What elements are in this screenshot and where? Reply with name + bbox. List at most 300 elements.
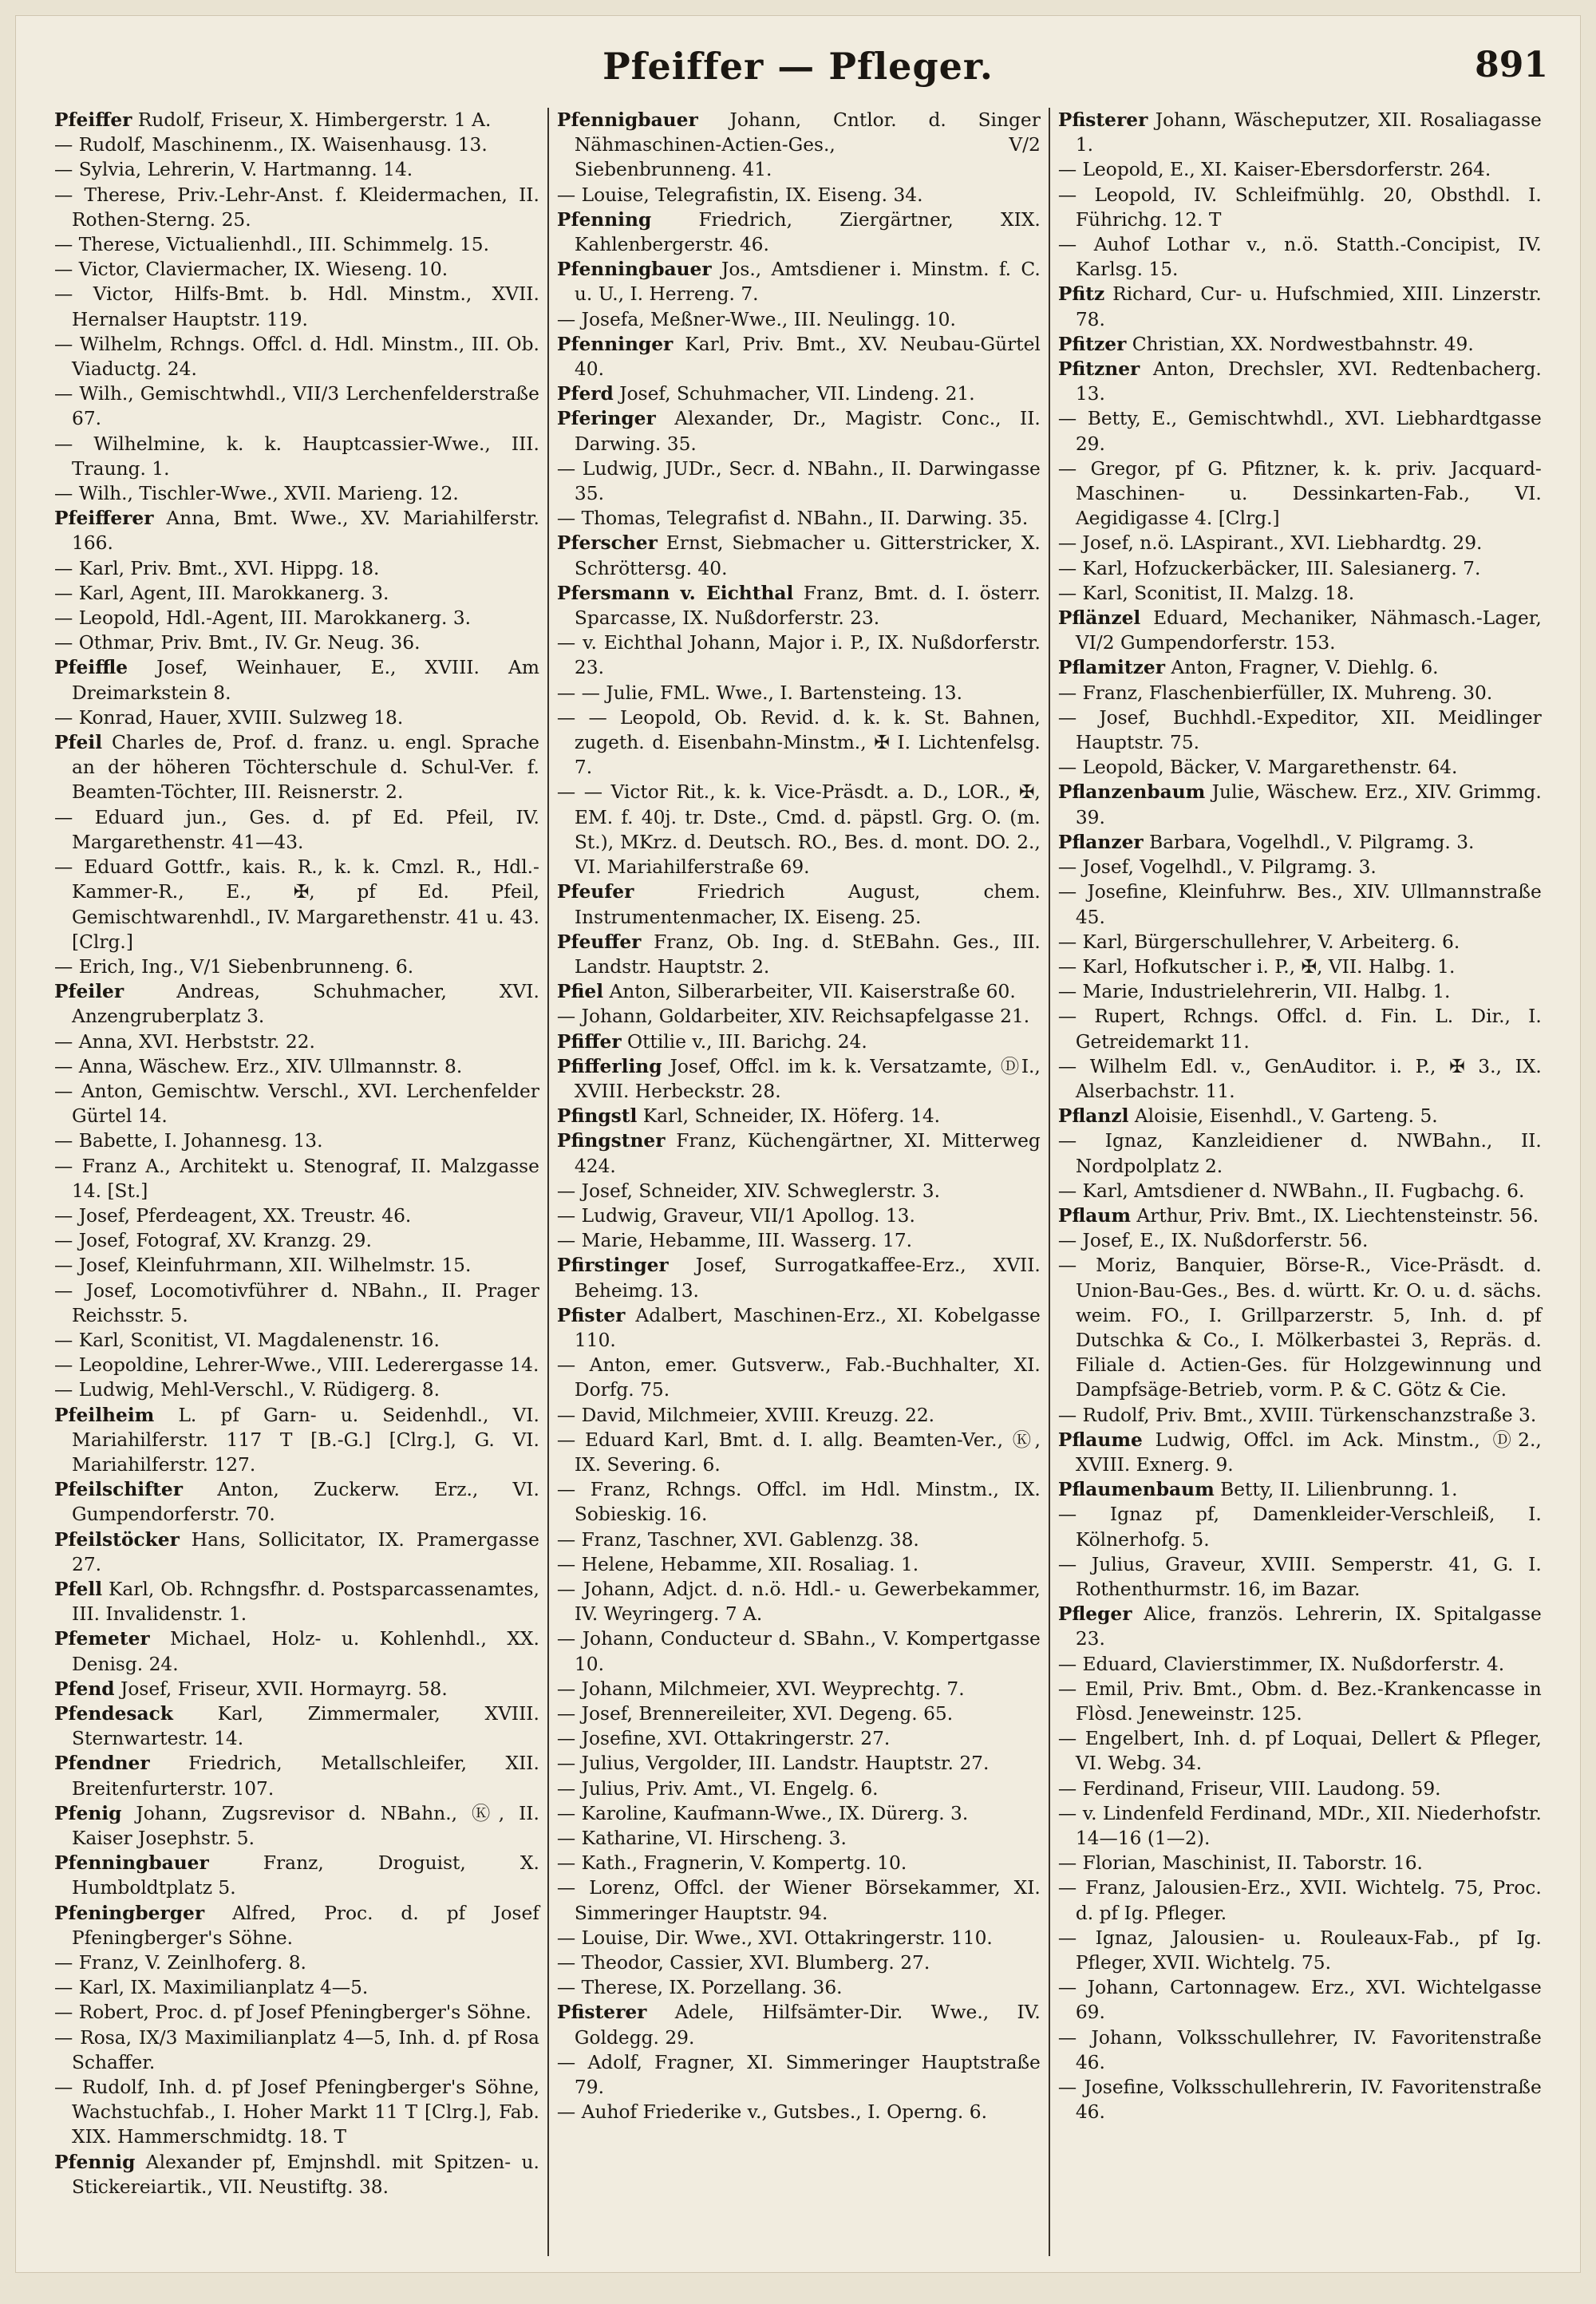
directory-entry	[54, 157, 539, 182]
directory-entry	[1058, 232, 1542, 282]
directory-entry	[54, 606, 539, 630]
directory-entry	[557, 332, 1041, 381]
directory-entry	[557, 381, 1041, 406]
directory-entry	[1058, 1179, 1542, 1203]
entry-text: Josef, Surrogatkaffee-Erz., XVII. Beheimg. 13.	[574, 1255, 1041, 1302]
directory-entry	[557, 930, 1041, 979]
directory-entry	[54, 1328, 539, 1353]
entry-text: — Johann, Milchmeier, XVI. Weyprechtg. 7.	[556, 1678, 965, 1700]
entry-text: — Louise, Dir. Wwe., XVI. Ottakringerstr. 110.	[556, 1927, 993, 1949]
entry-surname: Pfisterer	[556, 2002, 647, 2024]
entry-text: Anton, Zuckerw. Erz., VI. Gumpendorferstr. 70.	[72, 1479, 539, 1526]
entry-surname: Pfitz	[1057, 283, 1105, 306]
entry-surname: Pferscher	[556, 532, 658, 555]
entry-text: — Josef, Vogelhdl., V. Pilgramg. 3.	[1057, 856, 1377, 879]
directory-entry	[1058, 979, 1542, 1004]
directory-entry	[1058, 655, 1542, 680]
directory-entry	[557, 1577, 1041, 1626]
directory-entry	[54, 1253, 539, 1278]
directory-entry	[557, 1851, 1041, 1875]
entry-text: — Rudolf, Maschinenm., IX. Waisenhausg. 13.	[54, 134, 488, 156]
entry-text: — Josefa, Meßner-Wwe., III. Neulingg. 10.	[556, 308, 956, 330]
entry-text: — Franz, Rchngs. Offcl. im Hdl. Minstm., IX. Sobieskig. 16.	[556, 1479, 1041, 1526]
entry-text: — Konrad, Hauer, XVIII. Sulzweg 18.	[54, 706, 404, 729]
directory-entry	[557, 1552, 1041, 1577]
entry-text: Friedrich, Ziergärtner, XIX. Kahlenbergerstr. 46.	[574, 208, 1041, 256]
directory-entry	[557, 2050, 1041, 2100]
entry-text: Franz, Droguist, X. Humboldtplatz 5.	[72, 1852, 539, 1899]
entry-text: — Josef, Pferdeagent, XX. Treustr. 46.	[54, 1204, 412, 1227]
entry-text: — Louise, Telegrafistin, IX. Eiseng. 34.	[556, 184, 923, 206]
directory-entry	[54, 1975, 539, 2000]
entry-text: — — Leopold, Ob. Revid. d. k. k. St. Bahnen, zugeth. d. Eisenbahn-Minstm., ✠ I. Lichtenfelsg. 7.	[556, 706, 1041, 779]
entry-text: — Josefine, XVI. Ottakringerstr. 27.	[556, 1728, 891, 1750]
entry-surname: Pfeilheim	[54, 1404, 155, 1426]
entry-surname: Pfend	[54, 1678, 115, 1700]
entry-text: — Ignaz, Kanzleidiener d. NWBahn., II. Nordpolplatz 2.	[1057, 1130, 1542, 1177]
entry-text: — Auhof Friederike v., Gutsbes., I. Operng. 6.	[556, 2101, 987, 2124]
directory-entry	[1058, 1975, 1542, 2025]
column-2	[547, 108, 1049, 2256]
directory-entry	[557, 705, 1041, 781]
entry-text: — Franz, Jalousien-Erz., XVII. Wichtelg. 75, Proc. d. pf Ig. Pfleger.	[1057, 1877, 1542, 1924]
entry-text: Richard, Cur- u. Hufschmied, XIII. Linzerstr. 78.	[1075, 283, 1542, 330]
directory-entry	[54, 855, 539, 954]
entry-text: — Josefine, Volksschullehrerin, IV. Favoritenstraße 46.	[1057, 2077, 1542, 2124]
entry-text: Jos., Amtsdiener i. Minstm. f. C. u. U., I. Herreng. 7.	[574, 259, 1041, 306]
directory-entry	[1058, 556, 1542, 581]
entry-text: Friedrich, Metallschleifer, XII. Breitenfurterstr. 107.	[72, 1753, 539, 1800]
entry-text: Arthur, Priv. Bmt., IX. Liechtensteinstr. 56.	[1130, 1204, 1539, 1227]
directory-entry	[1058, 1004, 1542, 1053]
entry-text: — Rosa, IX/3 Maximilianplatz 4—5, Inh. d. pf Rosa Schaffer.	[54, 2026, 539, 2073]
entry-text: — Engelbert, Inh. d. pf Loquai, Dellert & Pfleger, VI. Webg. 34.	[1057, 1728, 1542, 1775]
entry-text: — Josef, E., IX. Nußdorferstr. 56.	[1057, 1230, 1369, 1252]
entry-surname: Pfeil	[54, 732, 103, 754]
entry-text: — Johann, Conducteur d. SBahn., V. Kompertgasse 10.	[556, 1628, 1041, 1675]
column-1	[46, 108, 547, 2256]
directory-entry	[557, 2000, 1041, 2049]
directory-entry	[1058, 183, 1542, 232]
directory-entry	[1058, 1851, 1542, 1875]
entry-text: — Rudolf, Priv. Bmt., XVIII. Türkenschanzstraße 3.	[1057, 1404, 1537, 1426]
entry-text: Eduard, Mechaniker, Nähmasch.-Lager, VI/2 Gumpendorferstr. 153.	[1075, 607, 1542, 654]
entry-text: — Josef, Brennereileiter, XVI. Degeng. 65.	[556, 1703, 954, 1725]
entry-text: — Karl, Priv. Bmt., XVI. Hippg. 18.	[54, 557, 380, 579]
directory-entry	[1058, 755, 1542, 780]
entry-text: — Julius, Priv. Amt., VI. Engelg. 6.	[556, 1777, 879, 1800]
directory-entry	[557, 1428, 1041, 1477]
directory-entry	[557, 207, 1041, 257]
page-title: Pfeiffer — Pfleger.	[602, 45, 994, 88]
directory-entry	[1058, 1253, 1542, 1402]
directory-entry	[557, 1826, 1041, 1851]
directory-entry	[54, 805, 539, 855]
entry-surname: Pfeningberger	[54, 1902, 205, 1924]
entry-text: — v. Eichthal Johann, Major i. P., IX. Nußdorferstr. 23.	[556, 632, 1041, 679]
directory-entry	[557, 1004, 1041, 1029]
directory-entry	[54, 1054, 539, 1079]
entry-text: — Karl, Amtsdiener d. NWBahn., II. Fugbachg. 6.	[1057, 1180, 1525, 1202]
directory-entry	[54, 1477, 539, 1527]
entry-text: Franz, Bmt. d. I. österr. Sparcasse, IX. Nußdorferstr. 23.	[574, 582, 1041, 630]
entry-text: — — Victor Rit., k. k. Vice-Präsdt. a. D., LOR., ✠, EM. f. 40j. tr. Dste., Cmd. d. päpstl. Grg. O. (m. St.), MKrz. d. Deutsch. RO., Bes. d. mont. DO. 2., VI. Mariahilferstraße 69.	[556, 781, 1041, 879]
directory-entry	[54, 1154, 539, 1203]
directory-entry	[1058, 2025, 1542, 2075]
entry-text: — Josefine, Kleinfuhrw. Bes., XIV. Ullmannstraße 45.	[1057, 881, 1542, 928]
entry-text: Alice, französ. Lehrerin, IX. Spitalgasse 23.	[1075, 1603, 1542, 1650]
directory-entry	[1058, 1502, 1542, 1551]
directory-entry	[557, 1527, 1041, 1552]
entry-text: — Thomas, Telegrafist d. NBahn., II. Darwing. 35.	[556, 508, 1029, 530]
directory-entry	[54, 2150, 539, 2199]
directory-entry	[54, 332, 539, 381]
entry-text: — Kath., Fragnerin, V. Kompertg. 10.	[556, 1852, 907, 1875]
entry-text: Ottilie v., III. Barichg. 24.	[621, 1030, 867, 1053]
entry-text: — Julius, Vergolder, III. Landstr. Hauptstr. 27.	[556, 1753, 990, 1775]
entry-surname: Pfitzer	[1057, 333, 1127, 355]
directory-entry	[557, 1726, 1041, 1751]
directory-entry	[1058, 780, 1542, 829]
page-header	[16, 40, 1580, 96]
entry-surname: Pfiffer	[556, 1030, 622, 1053]
entry-text: — Leopold, Hdl.-Agent, III. Marokkanerg. 3.	[54, 607, 472, 630]
entry-text: — Johann, Volksschullehrer, IV. Favoritenstraße 46.	[1057, 2026, 1542, 2073]
entry-text: — Wilhelm Edl. v., GenAuditor. i. P., ✠ 3., IX. Alserbachstr. 11.	[1057, 1055, 1542, 1102]
entry-text: Josef, Schuhmacher, VII. Lindeng. 21.	[613, 383, 975, 405]
entry-text: — Wilh., Tischler-Wwe., XVII. Marieng. 12.	[54, 483, 459, 505]
directory-entry	[1058, 1228, 1542, 1253]
directory-entry	[557, 1626, 1041, 1676]
directory-entry	[557, 1875, 1041, 1925]
directory-entry	[1058, 855, 1542, 879]
directory-entry	[557, 1353, 1041, 1402]
directory-entry	[557, 1029, 1041, 1054]
entry-text: — Karl, Agent, III. Marokkanerg. 3.	[54, 582, 389, 604]
directory-entry	[557, 456, 1041, 506]
directory-entry	[1058, 930, 1542, 954]
entry-surname: Pferd	[556, 383, 614, 405]
directory-entry	[54, 381, 539, 431]
entry-surname: Pfenig	[54, 1802, 122, 1824]
directory-entry	[557, 2100, 1041, 2124]
directory-entry	[1058, 157, 1542, 182]
directory-entry	[54, 1801, 539, 1851]
entry-text: — Ludwig, JUDr., Secr. d. NBahn., II. Darwingasse 35.	[556, 457, 1041, 505]
entry-surname: Pfennigbauer	[556, 109, 698, 131]
entry-text: — Ludwig, Graveur, VII/1 Apollog. 13.	[556, 1204, 915, 1227]
directory-entry	[557, 1975, 1041, 2000]
directory-entry	[1058, 332, 1542, 357]
directory-entry	[557, 581, 1041, 630]
directory-entry	[54, 1950, 539, 1975]
page-number: 891	[1475, 45, 1548, 85]
entry-surname: Pfenninger	[556, 333, 674, 355]
entry-surname: Pflänzel	[1057, 607, 1141, 630]
entry-surname: Pfirstinger	[556, 1255, 669, 1277]
entry-surname: Pfeiler	[54, 981, 124, 1003]
entry-text: — Anton, emer. Gutsverw., Fab.-Buchhalter, XI. Dorfg. 75.	[556, 1354, 1041, 1401]
entry-text: Anton, Fragner, V. Diehlg. 6.	[1164, 657, 1439, 679]
directory-entry	[1058, 1801, 1542, 1851]
entry-text: — Karl, Hofkutscher i. P., ✠, VII. Halbg. 1.	[1057, 955, 1456, 978]
entry-text: Betty, II. Lilienbrunng. 1.	[1214, 1479, 1458, 1501]
directory-entry	[1058, 357, 1542, 406]
entry-text: — Josef, n.ö. LAspirant., XVI. Liebhardtg. 29.	[1057, 532, 1483, 555]
entry-text: — Rudolf, Inh. d. pf Josef Pfeningberger's Söhne, Wachstuchfab., I. Hoher Markt 11 T [Clrg.], Fab. XIX. Hammerschmidtg. 18. T	[54, 2077, 539, 2148]
directory-entry	[1058, 1104, 1542, 1128]
entry-text: — Franz A., Architekt u. Stenograf, II. Malzgasse 14. [St.]	[54, 1155, 539, 1202]
entry-surname: Pfeifferer	[54, 508, 154, 530]
directory-entry	[557, 1926, 1041, 1950]
entry-text: Franz, Küchengärtner, XI. Mitterweg 424.	[574, 1130, 1041, 1177]
entry-surname: Pfendner	[54, 1753, 150, 1775]
directory-entry	[557, 1403, 1041, 1428]
directory-entry	[557, 1104, 1041, 1128]
entry-text: — Josef, Schneider, XIV. Schweglerstr. 3.	[556, 1180, 940, 1202]
directory-entry	[54, 132, 539, 157]
entry-surname: Pfeilstöcker	[54, 1528, 180, 1551]
entry-surname: Pflamitzer	[1057, 657, 1165, 679]
directory-entry	[557, 1701, 1041, 1726]
entry-text: Rudolf, Friseur, X. Himbergerstr. 1 A.	[132, 109, 492, 131]
entry-text: — Eduard, Clavierstimmer, IX. Nußdorferstr. 4.	[1057, 1653, 1505, 1675]
entry-text: — Anna, XVI. Herbststr. 22.	[54, 1030, 315, 1053]
entry-text: Andreas, Schuhmacher, XVI. Anzengruberplatz 3.	[72, 981, 539, 1028]
entry-surname: Pfeuffer	[556, 931, 642, 953]
entry-surname: Pferinger	[556, 408, 656, 430]
entry-text: Johann, Zugsrevisor d. NBahn., Ⓚ, II. Kaiser Josephstr. 5.	[72, 1802, 539, 1850]
entry-text: Julie, Wäschew. Erz., XIV. Grimmg. 39.	[1075, 781, 1542, 828]
entry-text: — Eduard Karl, Bmt. d. I. allg. Beamten-Ver., Ⓚ, IX. Severing. 6.	[556, 1429, 1041, 1476]
columns	[46, 108, 1550, 2256]
directory-entry	[54, 1128, 539, 1153]
directory-entry	[557, 681, 1041, 705]
directory-entry	[557, 879, 1041, 929]
entry-text: — Ignaz pf, Damenkleider-Verschleiß, I. Kölnerhofg. 5.	[1057, 1504, 1542, 1551]
directory-entry	[557, 1128, 1041, 1178]
directory-entry	[54, 1377, 539, 1402]
directory-entry	[54, 506, 539, 555]
entry-text: — Katharine, VI. Hirscheng. 3.	[556, 1828, 847, 1850]
directory-entry	[557, 1751, 1041, 1776]
directory-entry	[54, 2075, 539, 2150]
directory-entry	[54, 108, 539, 132]
directory-entry	[557, 979, 1041, 1004]
entry-surname: Pfennig	[54, 2151, 136, 2173]
directory-entry	[1058, 108, 1542, 157]
entry-text: — Anton, Gemischtw. Verschl., XVI. Lerchenfelder Gürtel 14.	[54, 1080, 539, 1128]
entry-text: — Josef, Locomotivführer d. NBahn., II. Prager Reichsstr. 5.	[54, 1279, 539, 1326]
directory-entry	[557, 1179, 1041, 1203]
entry-text: — Wilhelmine, k. k. Hauptcassier-Wwe., III. Traung. 1.	[54, 433, 539, 480]
directory-entry	[54, 705, 539, 730]
entry-text: — Florian, Maschinist, II. Taborstr. 16.	[1057, 1852, 1423, 1875]
entry-text: — Karl, Hofzuckerbäcker, III. Salesianerg. 7.	[1057, 557, 1481, 579]
entry-surname: Pflaum	[1057, 1204, 1131, 1227]
entry-surname: Pfell	[54, 1578, 103, 1600]
directory-entry	[1058, 1602, 1542, 1651]
entry-text: — David, Milchmeier, XVIII. Kreuzg. 22.	[556, 1404, 935, 1426]
entry-text: — Johann, Cartonnagew. Erz., XVI. Wichtelgasse 69.	[1057, 1977, 1542, 2024]
entry-text: Adele, Hilfsämter-Dir. Wwe., IV. Goldegg. 29.	[574, 2002, 1041, 2049]
directory-entry	[1058, 830, 1542, 855]
entry-text: — Johann, Goldarbeiter, XIV. Reichsapfelgasse 21.	[556, 1006, 1030, 1028]
directory-entry	[557, 1677, 1041, 1701]
directory-entry	[557, 1477, 1041, 1527]
directory-entry	[54, 481, 539, 506]
directory-entry	[54, 1527, 539, 1577]
entry-surname: Pflaume	[1057, 1429, 1143, 1451]
entry-text: Adalbert, Maschinen-Erz., XI. Kobelgasse 110.	[574, 1304, 1041, 1351]
directory-entry	[54, 1677, 539, 1701]
directory-entry	[54, 655, 539, 705]
entry-text: — Leopold, Bäcker, V. Margarethenstr. 64.	[1057, 757, 1458, 779]
entry-surname: Pfenningbauer	[54, 1852, 209, 1875]
directory-entry	[1058, 456, 1542, 532]
directory-entry	[1058, 1054, 1542, 1104]
entry-text: — Betty, E., Gemischtwhdl., XVI. Liebhardtgasse 29.	[1057, 408, 1542, 455]
directory-entry	[1058, 1403, 1542, 1428]
directory-entry	[1058, 1926, 1542, 1975]
directory-entry	[557, 1253, 1041, 1302]
directory-entry	[54, 1901, 539, 1950]
entry-surname: Pfersmann v. Eichthal	[556, 582, 794, 604]
entry-text: — Victor, Claviermacher, IX. Wieseng. 10.	[54, 259, 448, 281]
entry-text: — Karl, Sconitist, VI. Magdalenenstr. 16.	[54, 1329, 440, 1351]
directory-entry	[1058, 282, 1542, 331]
entry-text: — Erich, Ing., V/1 Siebenbrunneng. 6.	[54, 955, 414, 978]
directory-entry	[54, 1029, 539, 1054]
directory-entry	[54, 232, 539, 257]
entry-surname: Pflaumenbaum	[1057, 1479, 1215, 1501]
directory-entry	[54, 257, 539, 282]
directory-entry	[54, 730, 539, 805]
directory-entry	[557, 108, 1041, 183]
entry-text: — Theodor, Cassier, XVI. Blumberg. 27.	[556, 1952, 930, 1974]
entry-text: — Wilhelm, Rchngs. Offcl. d. Hdl. Minstm., III. Ob. Viaductg. 24.	[54, 333, 539, 381]
entry-text: — Leopoldine, Lehrer-Wwe., VIII. Lederergasse 14.	[54, 1354, 539, 1377]
entry-text: — Karoline, Kaufmann-Wwe., IX. Dürerg. 3.	[556, 1802, 969, 1824]
directory-entry	[1058, 1776, 1542, 1801]
entry-text: — v. Lindenfeld Ferdinand, MDr., XII. Niederhofstr. 14—16 (1—2).	[1057, 1802, 1542, 1850]
directory-entry	[1058, 879, 1542, 929]
directory-entry	[54, 979, 539, 1029]
entry-text: — Adolf, Fragner, XI. Simmeringer Hauptstraße 79.	[556, 2051, 1041, 2099]
entry-text: — Marie, Industrielehrerin, VII. Halbg. 1.	[1057, 981, 1451, 1003]
directory-entry	[54, 1577, 539, 1626]
directory-entry	[557, 1303, 1041, 1353]
entry-text: Anna, Bmt. Wwe., XV. Mariahilferstr. 166.	[72, 508, 539, 555]
column-3	[1049, 108, 1550, 2256]
directory-entry	[1058, 1428, 1542, 1477]
directory-entry	[1058, 1477, 1542, 1502]
entry-text: — Helene, Hebamme, XII. Rosaliag. 1.	[556, 1553, 919, 1575]
entry-text: — Karl, Sconitist, II. Malzg. 18.	[1057, 582, 1355, 604]
entry-text: L. pf Garn- u. Seidenhdl., VI. Mariahilferstr. 117 T [B.-G.] [Clrg.], G. VI. Mariahilferstr. 127.	[72, 1404, 539, 1476]
directory-entry	[54, 1851, 539, 1900]
directory-entry	[1058, 2075, 1542, 2124]
entry-text: — Franz, Flaschenbierfüller, IX. Muhreng. 30.	[1057, 682, 1493, 704]
directory-entry	[54, 1626, 539, 1676]
entry-text: Josef, Offcl. im k. k. Versatzamte, ⒹI., XVIII. Herbeckstr. 28.	[574, 1055, 1041, 1102]
directory-entry	[54, 1079, 539, 1128]
directory-entry	[1058, 705, 1542, 755]
entry-text: Alexander pf, Emjnshdl. mit Spitzen- u. Stickereiartik., VII. Neustiftg. 38.	[72, 2151, 539, 2198]
directory-entry	[54, 183, 539, 232]
entry-text: Josef, Weinhauer, E., XVIII. Am Dreimarkstein 8.	[72, 657, 539, 704]
directory-entry	[54, 1701, 539, 1751]
directory-page	[16, 16, 1580, 2272]
directory-entry	[54, 1278, 539, 1328]
entry-surname: Pfingstl	[556, 1105, 638, 1128]
directory-entry	[1058, 1128, 1542, 1178]
directory-entry	[1058, 1677, 1542, 1726]
directory-entry	[557, 307, 1041, 332]
entry-surname: Pfingstner	[556, 1130, 666, 1152]
directory-entry	[557, 1054, 1041, 1104]
directory-entry	[557, 183, 1041, 207]
entry-text: — — Julie, FML. Wwe., I. Bartensteing. 13.	[556, 682, 963, 704]
entry-text: Ernst, Siebmacher u. Gitterstricker, X. Schröttersg. 40.	[574, 532, 1041, 579]
directory-entry	[557, 1801, 1041, 1826]
entry-text: — Victor, Hilfs-Bmt. b. Hdl. Minstm., XVII. Hernalser Hauptstr. 119.	[54, 283, 539, 330]
entry-surname: Pfleger	[1057, 1603, 1132, 1626]
directory-entry	[1058, 1726, 1542, 1776]
entry-text: — Babette, I. Johannesg. 13.	[54, 1130, 323, 1152]
entry-text: — Leopold, IV. Schleifmühlg. 20, Obsthdl. I. Führichg. 12. T	[1057, 184, 1542, 231]
entry-text: — Eduard jun., Ges. d. pf Ed. Pfeil, IV. Margarethenstr. 41—43.	[54, 806, 539, 853]
entry-text: — Julius, Graveur, XVIII. Semperstr. 41, G. I. Rothenthurmstr. 16, im Bazar.	[1057, 1553, 1542, 1600]
entry-surname: Pfenningbauer	[556, 259, 712, 281]
entry-text: — Franz, V. Zeinlhoferg. 8.	[54, 1952, 306, 1974]
entry-text: — Anna, Wäschew. Erz., XIV. Ullmannstr. 8.	[54, 1055, 463, 1077]
entry-text: — Josef, Fotograf, XV. Kranzg. 29.	[54, 1230, 372, 1252]
directory-entry	[557, 630, 1041, 680]
directory-entry	[54, 1228, 539, 1253]
entry-text: Karl, Schneider, IX. Höferg. 14.	[637, 1105, 941, 1128]
directory-entry	[54, 556, 539, 581]
entry-text: — Emil, Priv. Bmt., Obm. d. Bez.-Krankencasse in Flòsd. Jeneweinstr. 125.	[1057, 1678, 1542, 1725]
directory-entry	[54, 282, 539, 331]
entry-text: — Auhof Lothar v., n.ö. Statth.-Concipist, IV. Karlsg. 15.	[1057, 234, 1542, 281]
directory-entry	[54, 1353, 539, 1377]
entry-surname: Pflanzer	[1057, 831, 1144, 853]
entry-text: — Moriz, Banquier, Börse-R., Vice-Präsdt. d. Union-Bau-Ges., Bes. d. württ. Kr. O. u. d. sächs. weim. FO., I. Grillparzerstr. 5, Inh. d. pf Dutschka & Co., I. Mölkerbastei 3, Repräs. d. Filiale d. Actien-Ges. für Holzgewinnung und Dampfsäge-Betrieb, vorm. P. & C. Götz & Cie.	[1057, 1255, 1542, 1401]
entry-surname: Pfiel	[556, 981, 604, 1003]
directory-entry	[1058, 531, 1542, 555]
directory-entry	[1058, 1875, 1542, 1925]
entry-surname: Pfeufer	[556, 881, 634, 903]
entry-text: — Karl, Bürgerschullehrer, V. Arbeiterg. 6.	[1057, 931, 1460, 953]
entry-text: — Karl, IX. Maximilianplatz 4—5.	[54, 1977, 369, 1999]
directory-entry	[1058, 954, 1542, 979]
entry-text: Karl, Priv. Bmt., XV. Neubau-Gürtel 40.	[574, 333, 1041, 381]
entry-text: — Johann, Adjct. d. n.ö. Hdl.- u. Gewerbekammer, IV. Weyringerg. 7 A.	[556, 1578, 1041, 1626]
directory-entry	[54, 1751, 539, 1800]
entry-text: — Sylvia, Lehrerin, V. Hartmanng. 14.	[54, 159, 413, 181]
entry-text: Karl, Zimmermaler, XVIII. Sternwartestr. 14.	[72, 1703, 539, 1750]
entry-surname: Pfeiffer	[54, 109, 132, 131]
entry-text: Alexander, Dr., Magistr. Conc., II. Darwing. 35.	[574, 408, 1041, 455]
entry-text: Alfred, Proc. d. pf Josef Pfeningberger's Söhne.	[72, 1902, 539, 1949]
entry-surname: Pfenning	[556, 208, 652, 231]
entry-text: — Wilh., Gemischtwhdl., VII/3 Lerchenfelderstraße 67.	[54, 383, 539, 430]
entry-text: Charles de, Prof. d. franz. u. engl. Sprache an der höheren Töchterschule d. Schul-Ver. f. Beamten-Töchter, III. Reisnerstr. 2.	[72, 732, 539, 804]
entry-text: — Franz, Taschner, XVI. Gablenzg. 38.	[556, 1528, 919, 1551]
entry-text: Ludwig, Offcl. im Ack. Minstm., Ⓓ2., XVIII. Exnerg. 9.	[1075, 1429, 1542, 1476]
entry-surname: Pflanzenbaum	[1057, 781, 1206, 804]
